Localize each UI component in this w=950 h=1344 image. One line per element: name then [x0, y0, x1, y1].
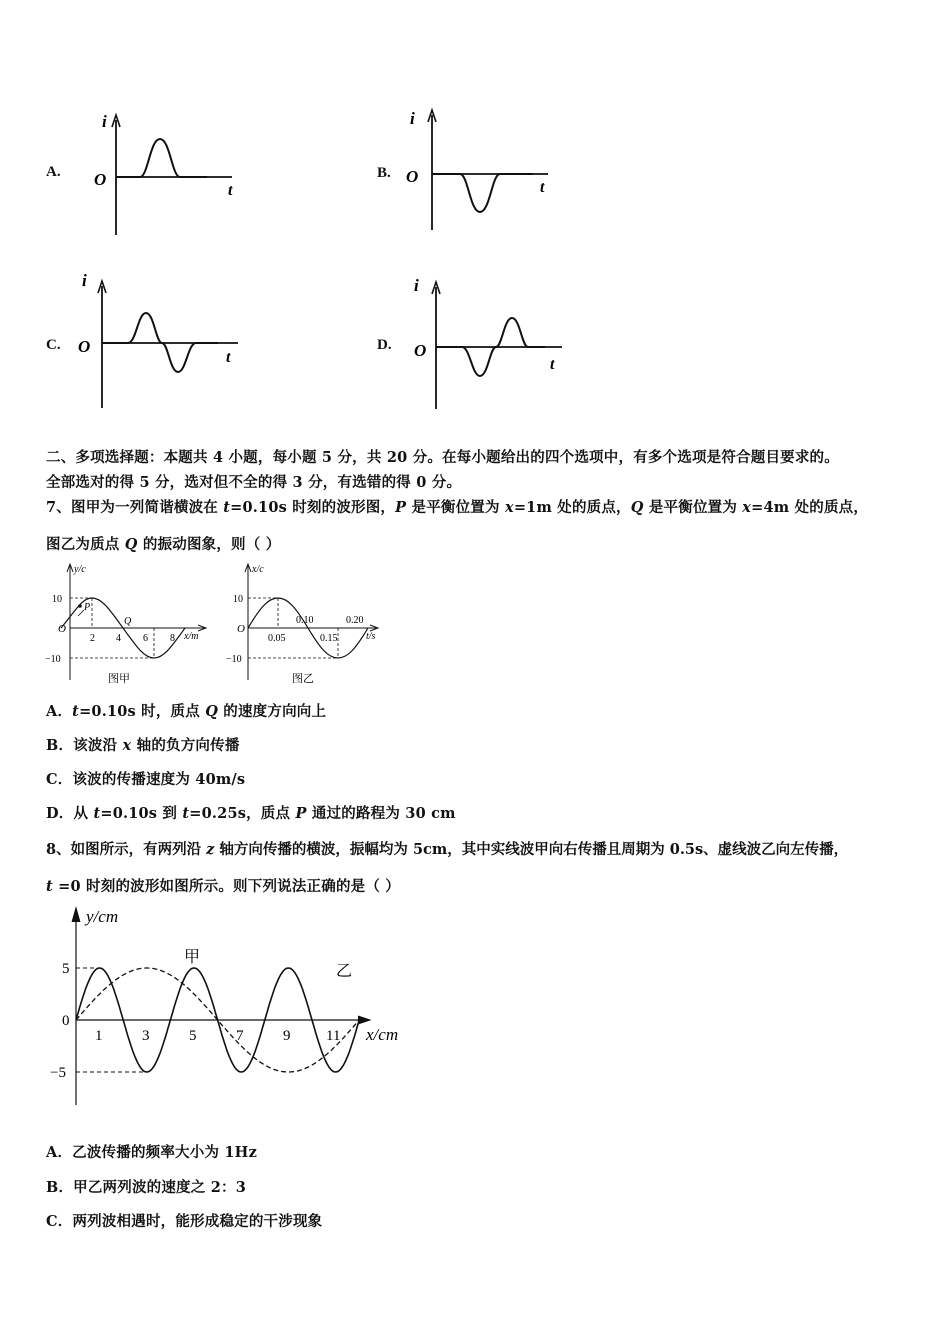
origin-label: O: [58, 623, 66, 635]
q8-stem-line2: [46, 875, 400, 896]
option-text: 的速度方向向上: [218, 703, 327, 720]
option-label: D．: [46, 805, 74, 822]
x-tick: 7: [236, 1028, 244, 1044]
q7-stem-text: 7、图甲为一列简谐横波在: [46, 499, 224, 516]
section2-line1: 二、多项选择题：本题共 4 小题，每小题 5 分，共 20 分。在每小题给出的四个选项中，有多个选项是符合题目要求的。: [46, 449, 839, 466]
current-pulse-curve: [102, 313, 218, 372]
q7-var-p: P: [395, 499, 407, 516]
q7-stem-text: =0.10s 时刻的波形图，: [230, 499, 396, 516]
q7-var-t: t: [223, 499, 231, 516]
q8-var-t: t: [46, 878, 53, 895]
q7-stem-text: 是平衡位置为: [643, 499, 743, 516]
x-tick: 11: [326, 1028, 341, 1044]
point-q-label: Q: [124, 616, 132, 627]
x-tick: 9: [283, 1028, 291, 1044]
q8-option-c: C．两列波相遇时，能形成稳定的干涉现象: [46, 1213, 323, 1230]
q7-stem-text: =4m 处的质点，: [751, 499, 869, 516]
option-text: 轴的负方向传播: [131, 737, 240, 754]
option-c-label: C.: [46, 337, 61, 353]
var-t: t: [93, 805, 101, 822]
y-tick: 10: [233, 594, 243, 605]
x-tick: 4: [116, 633, 121, 644]
y-axis-label: i: [410, 109, 415, 128]
x-axis-label: t: [226, 349, 231, 366]
y-tick: 5: [62, 961, 70, 977]
q8-var-z: z: [206, 841, 215, 858]
y-label: y/c: [74, 564, 86, 575]
option-text: =0.25s，质点: [189, 805, 296, 822]
y-tick: −10: [226, 654, 242, 665]
x-tick: 1: [95, 1028, 103, 1044]
q7-var-q: Q: [124, 536, 138, 553]
option-d-label: D.: [377, 337, 392, 353]
x-tick: 0.15: [320, 633, 338, 644]
var-x: x: [122, 737, 132, 754]
option-label: A．: [46, 703, 73, 720]
y-axis-label: i: [414, 276, 419, 295]
x-label: x/m: [184, 631, 199, 642]
option-d-graph: [410, 275, 570, 415]
option-text: =0.10s 到: [100, 805, 183, 822]
q7-stem-text: =1m 处的质点，: [513, 499, 631, 516]
x-axis-label: t: [540, 179, 545, 196]
q7-option-d: [46, 802, 456, 823]
x-tick: 0.05: [268, 633, 286, 644]
q8-stem-text: 轴方向传播的横波，振幅均为 5cm，其中实线波甲向右传播且周期为 0.5s、虚线波乙向左传播，: [214, 841, 849, 858]
q8-stem-text: 8、如图所示，有两列沿: [46, 841, 207, 858]
var-t: t: [72, 703, 80, 720]
x-label: t/s: [366, 631, 376, 642]
origin-label: O: [94, 170, 107, 189]
current-pulse-curve: [116, 139, 207, 177]
origin-label: O: [414, 341, 427, 360]
point-p-label: P: [84, 602, 91, 613]
x-tick: 6: [143, 633, 148, 644]
option-label: C．: [46, 771, 73, 788]
x-axis-label: t: [228, 182, 233, 199]
q8-option-a: A．乙波传播的频率大小为 1Hz: [46, 1144, 258, 1161]
wave-yi-label: 乙: [336, 963, 353, 980]
section2-line2: 全部选对的得 5 分，选对但不全的得 3 分，有选错的得 0 分。: [46, 474, 462, 491]
q7-var-x: x: [504, 499, 514, 516]
option-a-graph: [82, 105, 242, 240]
var-t: t: [182, 805, 190, 822]
figure-caption: 图甲: [108, 673, 130, 685]
q7-stem-line2: [46, 533, 280, 554]
origin-label: O: [78, 337, 91, 356]
option-c-graph: [78, 268, 248, 413]
q7-figure-yi: [226, 560, 386, 690]
q8-stem-line1: [46, 838, 848, 859]
y-arrow: [72, 908, 80, 922]
q7-var-q: Q: [630, 499, 644, 516]
y-axis-label: y/cm: [86, 907, 119, 926]
option-b-label: B.: [377, 165, 391, 181]
option-text: 该波的传播速度为 40m/s: [72, 771, 246, 788]
q8-stem-text: =0 时刻的波形如图所示。则下列说法正确的是（ ）: [52, 878, 400, 895]
x-arrow: [358, 1016, 370, 1024]
point-p-marker: [78, 604, 82, 608]
q8-wave-figure: [40, 900, 420, 1110]
x-tick: 3: [142, 1028, 150, 1044]
y-axis-label: i: [82, 271, 87, 290]
option-text: =0.10s 时，质点: [79, 703, 206, 720]
figure-caption: 图乙: [292, 673, 314, 685]
origin-label: 0: [62, 1013, 70, 1029]
origin-label: O: [237, 623, 245, 635]
x-tick: 8: [170, 633, 175, 644]
y-label: x/c: [252, 564, 264, 575]
y-axis-label: i: [102, 112, 107, 131]
q7-stem-text: 是平衡位置为: [406, 499, 505, 516]
x-tick: 0.20: [346, 615, 364, 626]
var-q: Q: [205, 703, 219, 720]
q7-stem-text: 的振动图象，则（ ）: [137, 536, 281, 553]
option-text: 从: [73, 805, 94, 822]
x-tick: 2: [90, 633, 95, 644]
q7-option-a: [46, 700, 326, 721]
y-tick: −5: [50, 1065, 66, 1081]
option-text: 该波沿: [73, 737, 123, 754]
y-tick: 10: [52, 594, 62, 605]
current-pulse-curve: [432, 174, 533, 212]
x-axis-label: t: [550, 356, 555, 373]
q7-stem-text: 图乙为质点: [46, 536, 125, 553]
q7-figure-jia: [44, 560, 214, 690]
q7-var-x: x: [742, 499, 752, 516]
option-a-label: A.: [46, 164, 61, 180]
origin-label: O: [406, 167, 419, 186]
x-axis-label: x/cm: [366, 1025, 399, 1044]
q7-stem-line1: [46, 496, 868, 517]
q7-option-c: [46, 768, 245, 789]
x-tick: 5: [189, 1028, 197, 1044]
wave-jia-label: 甲: [184, 949, 201, 966]
var-p: P: [295, 805, 307, 822]
option-text: 通过的路程为 30 cm: [306, 805, 456, 822]
q8-option-b: B．甲乙两列波的速度之 2：3: [46, 1179, 246, 1196]
q7-option-b: [46, 734, 240, 755]
option-label: B．: [46, 737, 74, 754]
y-tick: −10: [45, 654, 61, 665]
x-tick: 0.10: [296, 615, 314, 626]
option-b-graph: [398, 100, 558, 235]
